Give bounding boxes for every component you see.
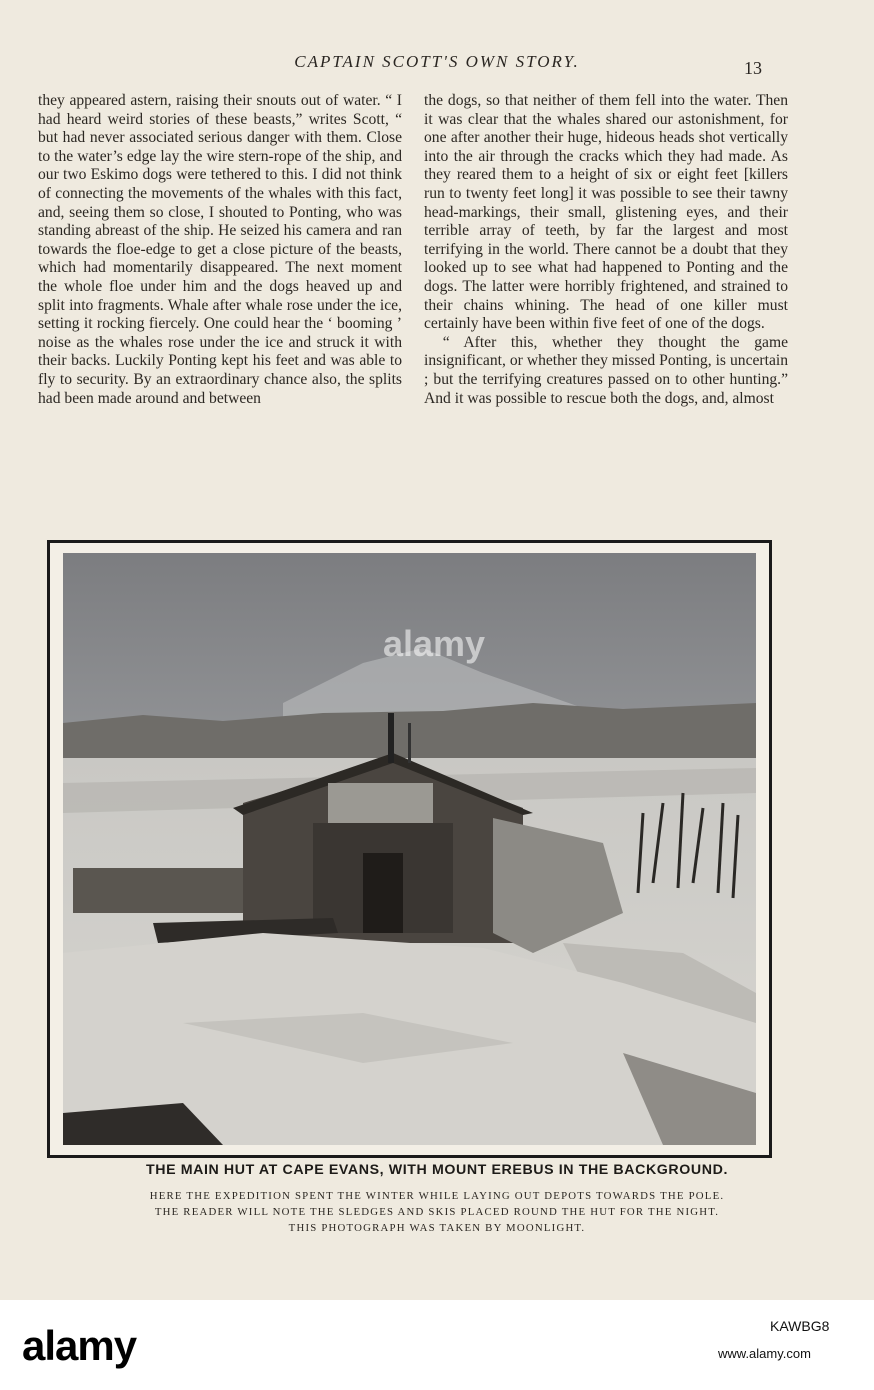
hut-photograph	[63, 553, 756, 1145]
running-title: CAPTAIN SCOTT'S OWN STORY.	[294, 52, 580, 71]
text-column-right	[424, 92, 788, 524]
paragraph: the dogs, so that neither of them fell into the water. Then it was clear that the whales shared our astonishment, for one after another their huge, hideous heads shot vertically into the air through the cracks which they had made. As they reared them to a height of six or eight feet [killers run to twenty feet long] it was possible to see their tawny head-markings, their small, glistening eyes, and their terrible array of teeth, by far the largest and most terrifying in the world. There cannot be a doubt that they looked up to see what had happened to Ponting and the dogs. The latter were horribly frightened, and strained to their chains whining. The head of one killer must certainly have been within five feet of one of the dogs.	[424, 92, 788, 333]
paragraph: they appeared astern, raising their snouts out of water. “ I had heard weird stories of these beasts,” writes Scott, “ but had never associated serious danger with them. Close to the water’s edge lay the wire stern-rope of the ship, and our two Eskimo dogs were tethered to this. I did not think of connecting the movements of the whales with this fact, and, seeing them so close, I shouted to Ponting, who was standing abreast of the ship. He seized his camera and ran towards the floe-edge to get a close picture of the beasts, which had momentarily disappeared. The next moment the whole floe under him and the dogs heaved up and split into fragments. Whale after whale rose under the ice, setting it rocking fiercely. One could hear the ‘ booming ’ noise as the whales rose under the ice and struck it with their backs. Luckily Ponting kept his feet and was able to fly to security. By an extraordinary chance also, the splits had been made around and between	[38, 92, 402, 407]
photo-caption-line: THE READER WILL NOTE THE SLEDGES AND SKIS PLACED ROUND THE HUT FOR THE NIGHT.	[154, 1206, 720, 1218]
watermark-text: alamy	[383, 623, 486, 664]
photo-caption-line: THIS PHOTOGRAPH WAS TAKEN BY MOONLIGHT.	[288, 1222, 586, 1234]
paragraph: “ After this, whether they thought the game insignificant, or whether they missed Ponting, is uncertain ; but the terrifying creatures passed on to other hunting.” And it was possible to rescue both the dogs, and, almost	[424, 333, 788, 407]
photo-caption-line: HERE THE EXPEDITION SPENT THE WINTER WHILE LAYING OUT DEPOTS TOWARDS THE POLE.	[149, 1190, 725, 1202]
text-column-left	[38, 92, 402, 524]
alamy-logo: alamy	[22, 1322, 137, 1369]
site-url: www.alamy.com	[718, 1346, 811, 1361]
image-id: KAWBG8	[770, 1318, 830, 1334]
photo-caption-title: THE MAIN HUT AT CAPE EVANS, WITH MOUNT EREBUS IN THE BACKGROUND.	[146, 1162, 728, 1178]
photo-frame	[47, 540, 772, 1158]
page-number: 13	[744, 58, 762, 78]
